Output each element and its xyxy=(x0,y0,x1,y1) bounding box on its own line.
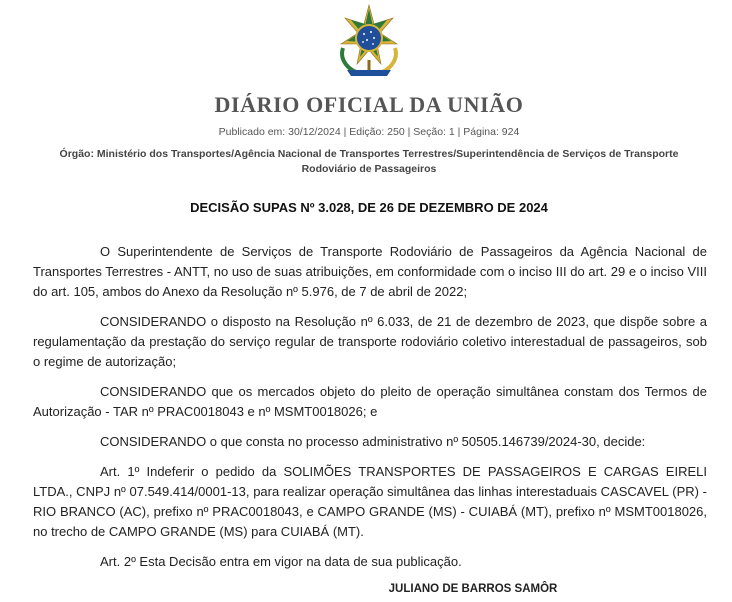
page-title: DIÁRIO OFICIAL DA UNIÃO xyxy=(214,92,524,117)
orgao-text: Ministério dos Transportes/Agência Nacional de Transportes Terrestres/Superintendência de Serviços de Transporte Rodoviário de Passageiros xyxy=(96,148,679,175)
paragraph: CONSIDERANDO que os mercados objeto do pleito de operação simultânea constam dos Termos de Autorização - TAR nº PRAC0018043 e nº MSMT0018026; e xyxy=(33,384,707,419)
decision-body xyxy=(33,242,707,582)
decision-heading: DECISÃO SUPAS Nº 3.028, DE 26 DE DEZEMBRO DE 2024 xyxy=(190,200,548,215)
orgao-line xyxy=(40,147,698,177)
publication-meta: Publicado em: 30/12/2024 | Edição: 250 | Seção: 1 | Página: 924 xyxy=(218,126,520,138)
paragraph: Art. 1º Indeferir o pedido da SOLIMÕES TRANSPORTES DE PASSAGEIROS E CARGAS EIRELI LTDA., CNPJ nº 07.549.414/0001-13, para realizar operação simultânea das linhas interestaduais CASCAVEL (PR) - RIO BRANCO (AC), prefixo nº PRAC0018043, e CAMPO GRANDE (MS) - CUIABÁ (MT), prefixo nº MSMT0018026, no trecho de CAMPO GRANDE (MS) para CUIABÁ (MT). xyxy=(33,464,707,539)
paragraph: Art. 2º Esta Decisão entra em vigor na data de sua publicação. xyxy=(100,554,462,569)
paragraph: O Superintendente de Serviços de Transporte Rodoviário de Passageiros da Agência Nacional de Transportes Terrestres - ANTT, no uso de suas atribuições, em conformidade com o inciso III do art. 29 e o inciso VIII do art. 105, ambos do Anexo da Resolução nº 5.976, de 7 de abril de 2022; xyxy=(33,244,707,299)
paragraph: CONSIDERANDO o que consta no processo administrativo nº 50505.146739/2024-30, decide: xyxy=(100,434,646,449)
signature: JULIANO DE BARROS SAMÔR xyxy=(388,583,558,595)
orgao-label: Órgão: xyxy=(59,148,94,160)
paragraph: CONSIDERANDO o disposto na Resolução nº 6.033, de 21 de dezembro de 2023, que dispõe sobre a regulamentação da prestação do serviço regular de transporte rodoviário coletivo interestadual de passageiros, sob o regime de autorização; xyxy=(33,314,707,369)
brazil-coat-of-arms-icon xyxy=(333,4,405,80)
